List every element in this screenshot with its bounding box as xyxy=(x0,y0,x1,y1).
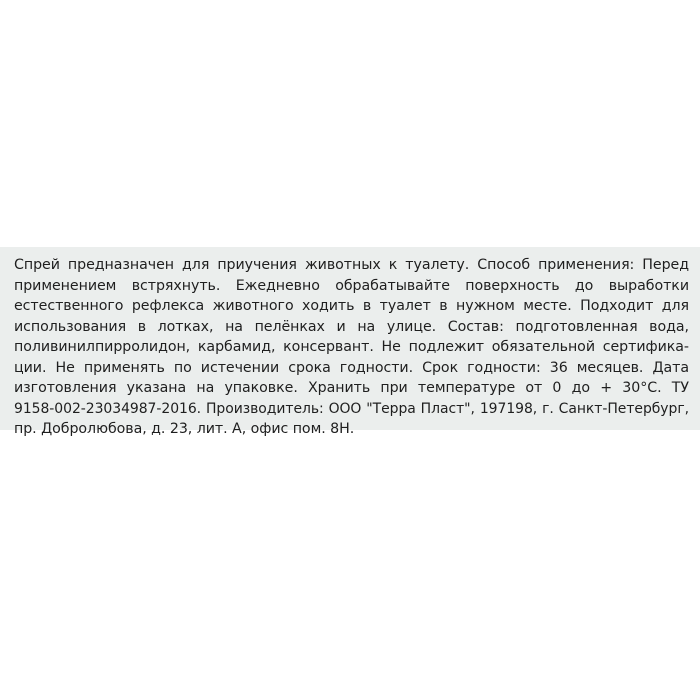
label-line: применением встряхнуть. Ежедневно обрабатывайте поверхность до выработки xyxy=(14,277,689,294)
label-line: 9158-002-23034987-2016. Производитель: ООО "Терра Пласт", 197198, г. Санкт-Петербург, xyxy=(14,400,689,417)
label-line: поливинилпирролидон, карбамид, консервант. Не подлежит обязательной сертифика- xyxy=(14,339,689,355)
label-line: ции. Не применять по истечении срока годности. Срок годности: 36 месяцев. Дата xyxy=(14,359,689,376)
label-line: естественного рефлекса животного ходить в туалет в нужном месте. Подходит для xyxy=(14,298,689,314)
label-line: изготовления указана на упаковке. Хранить при температуре от 0 до + 30°С. ТУ xyxy=(14,380,689,396)
label-text-block xyxy=(14,255,689,440)
label-line: использования в лотках, на пелёнках и на улице. Состав: подготовленная вода, xyxy=(14,318,689,335)
label-line: пр. Добролюбова, д. 23, лит. А, офис пом. 8Н. xyxy=(14,421,355,437)
label-line: Спрей предназначен для приучения животных к туалету. Способ применения: Перед xyxy=(14,257,689,273)
